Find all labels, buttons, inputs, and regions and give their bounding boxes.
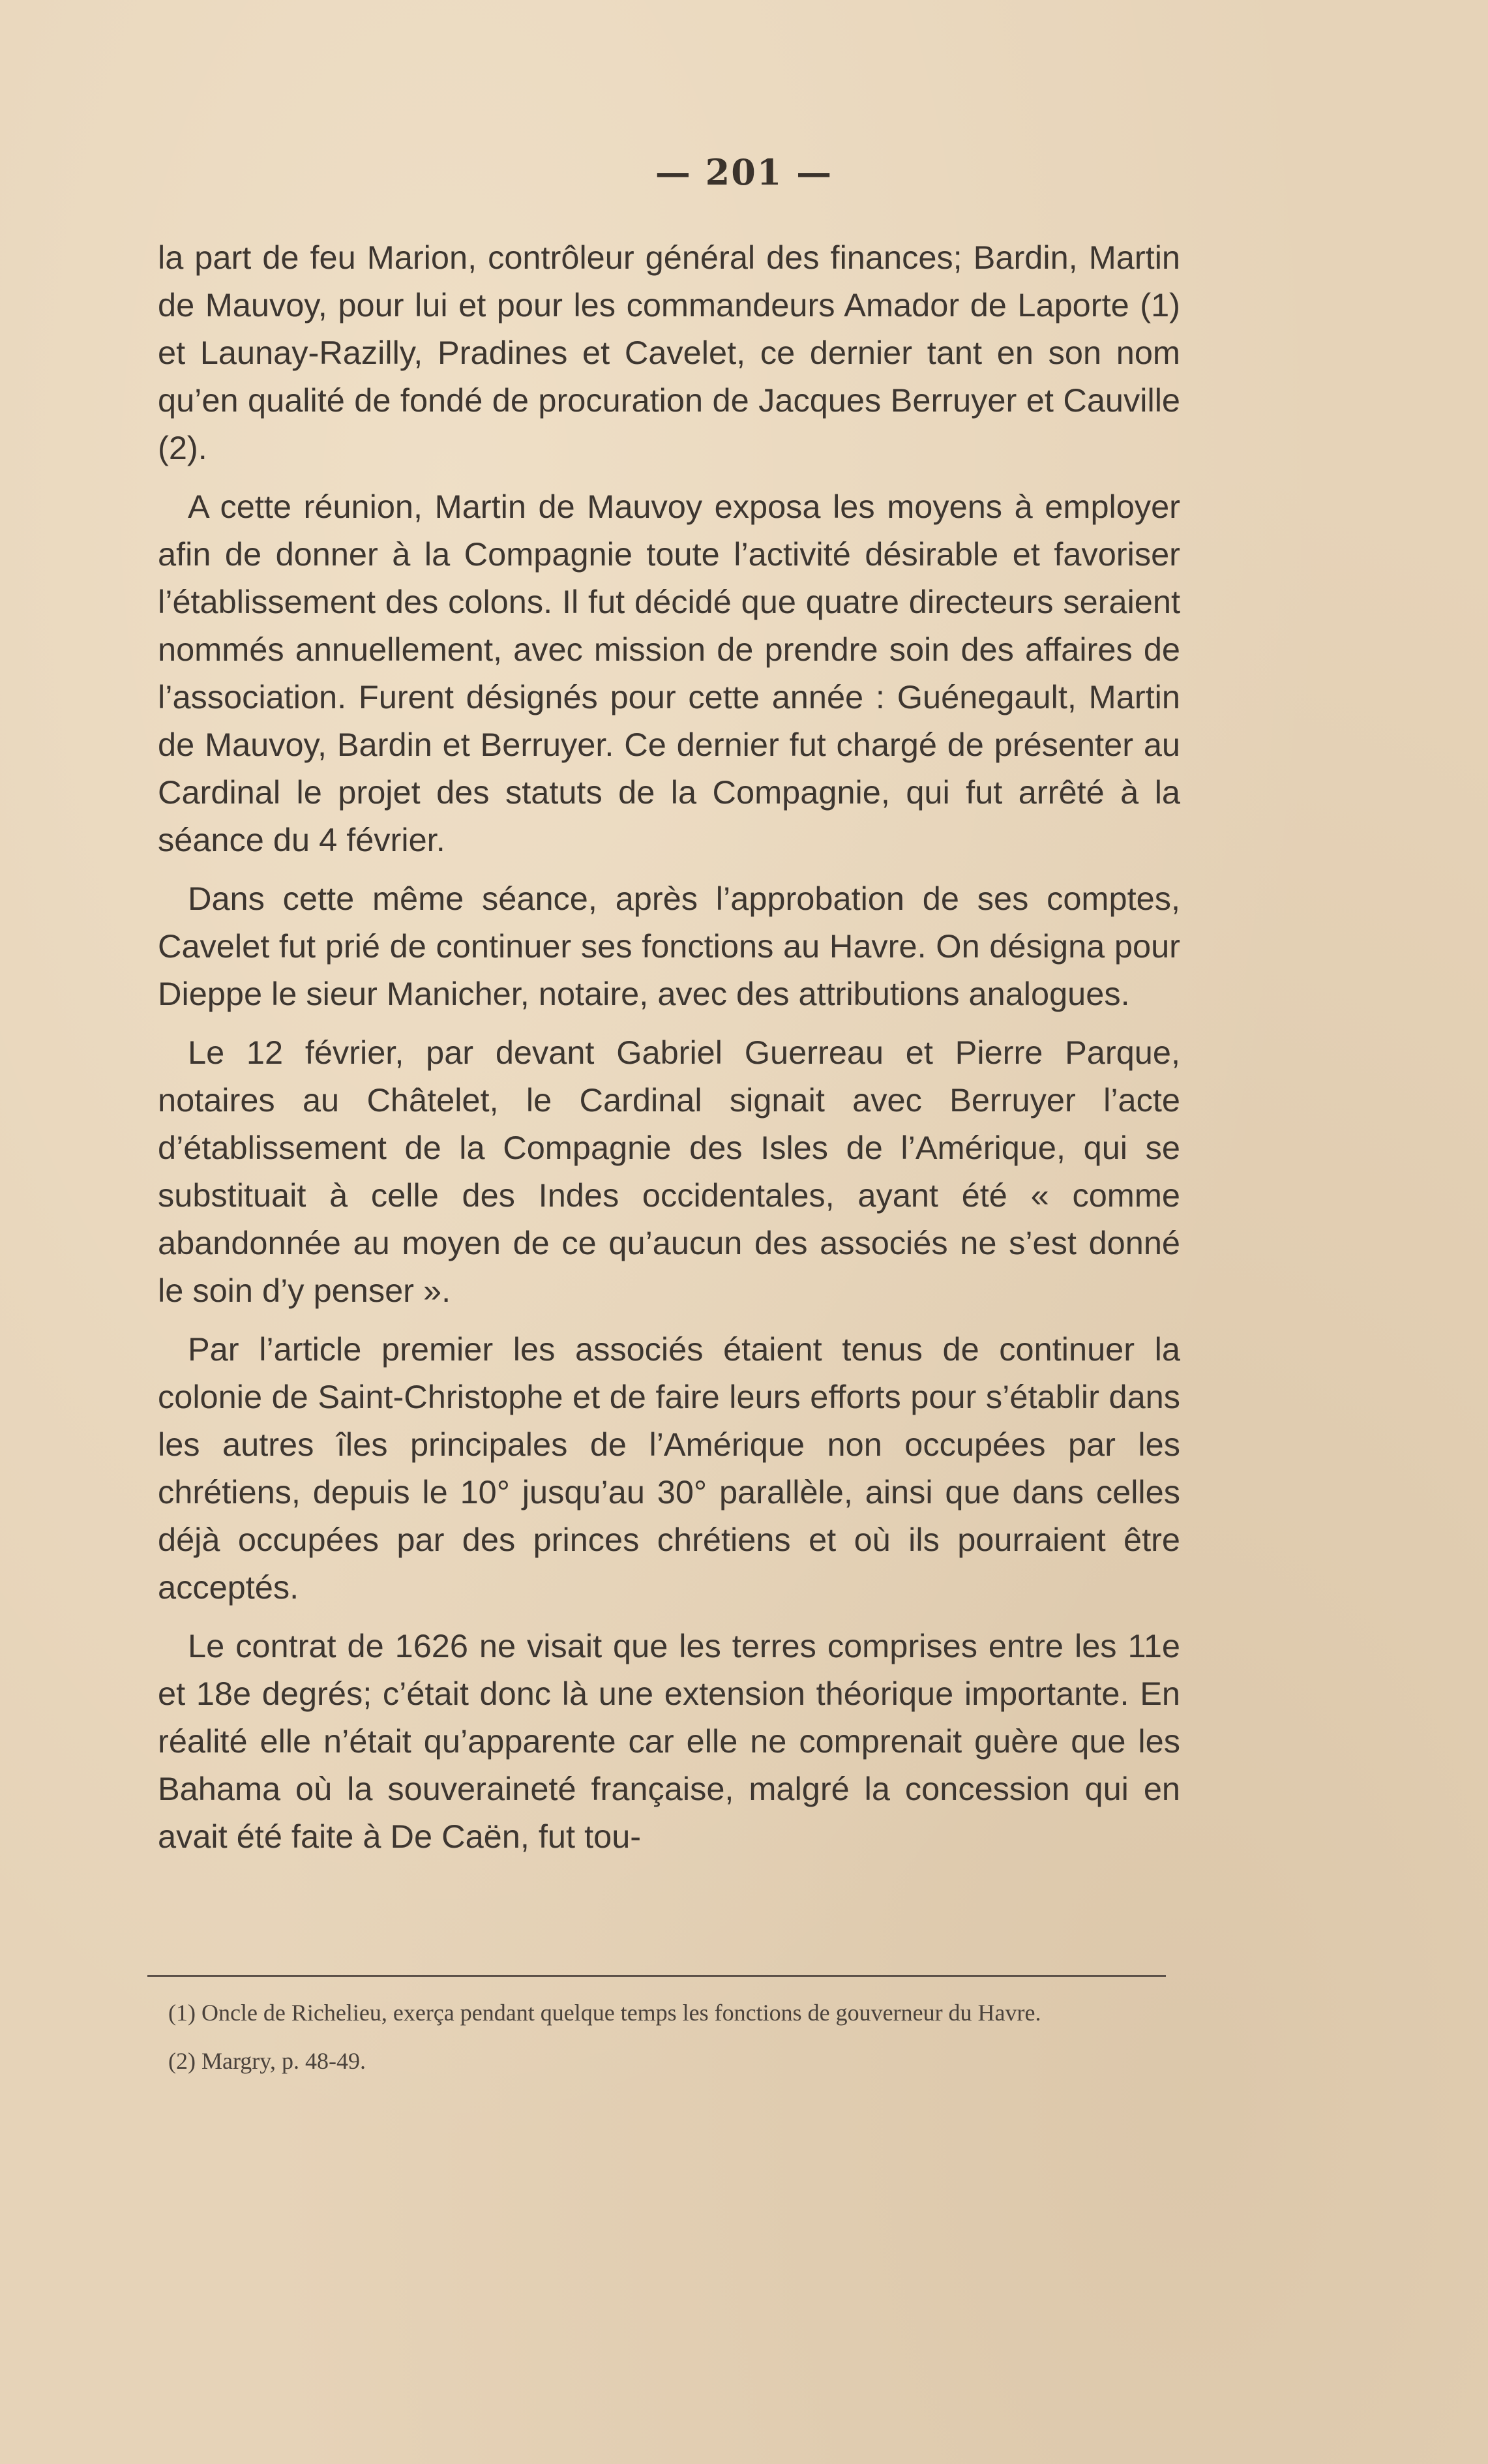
paragraph: la part de feu Marion, contrôleur général des finances; Bardin, Martin de Mauvoy, pour lui et pour les commandeurs Amador de Laporte (1) et Launay-Razilly, Pradines et Cavelet, ce dernier tant en son nom qu’en qualité de fondé de procuration de Jacques Berruyer et Cauville (2). (158, 239, 1180, 466)
footnote: (2) Margry, p. 48-49. (168, 2048, 366, 2074)
page-number: — 201 — (655, 151, 833, 193)
paragraph: Le 12 février, par devant Gabriel Guerreau et Pierre Parque, notaires au Châtelet, le Cardinal signait avec Berruyer l’acte d’établissement de la Compagnie des Isles de l’Amérique, qui se substituait à celle des Indes occidentales, ayant été « comme abandonnée au moyen de ce qu’aucun des associés ne s’est donné le soin d’y penser ». (158, 1034, 1180, 1309)
paragraph: Le contrat de 1626 ne visait que les terres comprises entre les 11e et 18e degrés; c’était donc là une extension théorique importante. En réalité elle n’était qu’apparente car elle ne comprenait guère que les Bahama où la souveraineté française, malgré la concession qui en avait été faite à De Caën, fut tou- (158, 1627, 1180, 1855)
paragraph: Par l’article premier les associés étaient tenus de continuer la colonie de Saint-Christophe et de faire leurs efforts pour s’établir dans les autres îles principales de l’Amérique non occupées par les chrétiens, depuis le 10° jusqu’au 30° parallèle, ainsi que dans celles déjà occupées par des princes chrétiens et où ils pourraient être acceptés. (158, 1330, 1180, 1606)
footnote-divider (147, 1975, 1166, 1977)
paragraph: Dans cette même séance, après l’approbation de ses comptes, Cavelet fut prié de continuer ses fonctions au Havre. On désigna pour Dieppe le sieur Manicher, notaire, avec des attributions analogues. (158, 880, 1180, 1012)
footnote: (1) Oncle de Richelieu, exerça pendant quelque temps les fonctions de gouverneur du Havre. (168, 2000, 1041, 2026)
footnotes (150, 1996, 1167, 2092)
body-text (158, 233, 1180, 1871)
paragraph: A cette réunion, Martin de Mauvoy exposa les moyens à employer afin de donner à la Compagnie toute l’activité désirable et favoriser l’établissement des colons. Il fut décidé que quatre directeurs seraient nommés annuellement, avec mission de prendre soin des affaires de l’association. Furent désignés pour cette année : Guénegault, Martin de Mauvoy, Bardin et Berruyer. Ce dernier fut chargé de présenter au Cardinal le projet des statuts de la Compagnie, qui fut arrêté à la séance du 4 février. (158, 488, 1180, 858)
